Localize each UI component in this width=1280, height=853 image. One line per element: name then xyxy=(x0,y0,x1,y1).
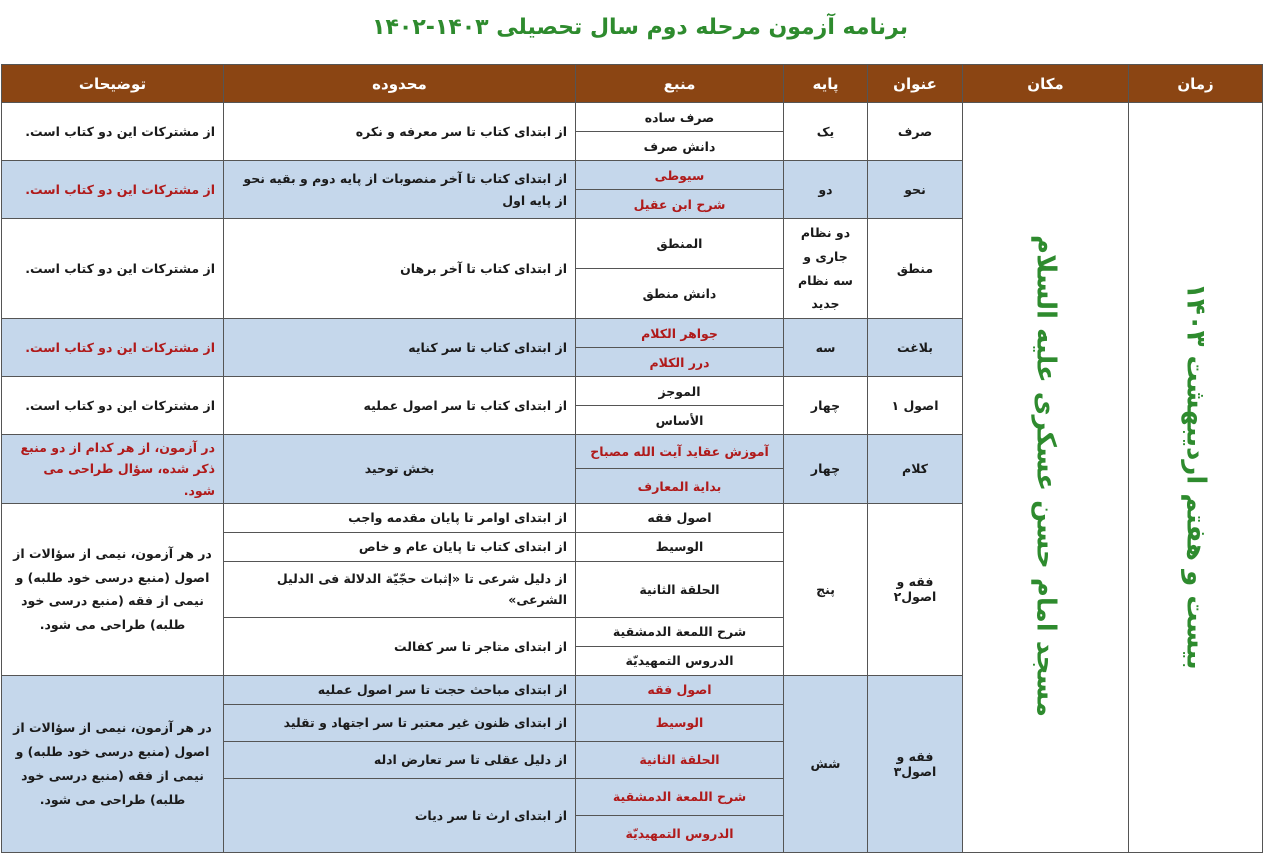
source-cell: شرح ابن عقیل xyxy=(576,190,784,219)
note-cell: از مشترکات این دو کتاب است. xyxy=(2,103,224,161)
header-place: مکان xyxy=(963,65,1129,103)
scope-cell: از ابتدای مباحث حجت تا سر اصول عملیه xyxy=(224,675,576,704)
header-subject: عنوان xyxy=(868,65,963,103)
source-cell: الدروس التمهیدیّة xyxy=(576,815,784,852)
source-cell: بدایة المعارف xyxy=(576,469,784,503)
source-cell: الحلقة الثانیة xyxy=(576,741,784,778)
scope-cell: از ابتدای کتاب تا آخر منصوبات از پایه دوم و بقیه نحو از پایه اول xyxy=(224,161,576,219)
source-cell: الموجز xyxy=(576,377,784,406)
source-cell: آموزش عقاید آیت الله مصباح xyxy=(576,435,784,469)
note-cell: از مشترکات این دو کتاب است. xyxy=(2,219,224,319)
level-cell: چهار xyxy=(784,377,868,435)
level-cell: چهار xyxy=(784,435,868,504)
header-scope: محدوده xyxy=(224,65,576,103)
header-time: زمان xyxy=(1129,65,1263,103)
note-cell: از مشترکات این دو کتاب است. xyxy=(2,377,224,435)
scope-cell: از دلیل شرعی تا «إثبات حجّیّة الدلالة فی الدلیل الشرعی» xyxy=(224,561,576,617)
source-cell: جواهر الکلام xyxy=(576,319,784,348)
header-level: پایه xyxy=(784,65,868,103)
level-cell: سه xyxy=(784,319,868,377)
place-value: مسجد امام حسن عسکری علیه السلام xyxy=(1030,234,1061,717)
scope-cell: از دلیل عقلی تا سر تعارض ادله xyxy=(224,741,576,778)
scope-cell: از ابتدای کتاب تا سر کنایه xyxy=(224,319,576,377)
place-cell xyxy=(963,103,1129,853)
scope-cell: از ابتدای کتاب تا آخر برهان xyxy=(224,219,576,319)
source-cell: المنطق xyxy=(576,219,784,269)
source-cell: الأساس xyxy=(576,406,784,435)
time-cell xyxy=(1129,103,1263,853)
scope-cell: از ابتدای متاجر تا سر کفالت xyxy=(224,617,576,675)
subject-cell: نحو xyxy=(868,161,963,219)
source-cell: الحلقة الثانیة xyxy=(576,561,784,617)
subject-cell: فقه و اصول۳ xyxy=(868,675,963,852)
level-cell: دو نظام جاری و سه نظام جدید xyxy=(784,219,868,319)
source-cell: شرح اللمعة الدمشقیة xyxy=(576,617,784,646)
source-cell: شرح اللمعة الدمشقیة xyxy=(576,778,784,815)
subject-cell: فقه و اصول۲ xyxy=(868,503,963,675)
note-cell: در آزمون، از هر کدام از دو منبع ذکر شده، سؤال طراحی می شود. xyxy=(2,435,224,504)
source-cell: دانش صرف xyxy=(576,132,784,161)
scope-cell: از ابتدای کتاب تا سر معرفه و نکره xyxy=(224,103,576,161)
scope-cell: از ابتدای کتاب تا پایان عام و خاص xyxy=(224,532,576,561)
subject-cell: بلاغت xyxy=(868,319,963,377)
exam-schedule-table xyxy=(1,64,1263,853)
header-notes: توضیحات xyxy=(2,65,224,103)
source-cell: صرف ساده xyxy=(576,103,784,132)
source-cell: اصول فقه xyxy=(576,675,784,704)
source-cell: درر الکلام xyxy=(576,348,784,377)
subject-cell: کلام xyxy=(868,435,963,504)
note-cell: در هر آزمون، نیمی از سؤالات از اصول (منبع درسی خود طلبه) و نیمی از فقه (منبع درسی خود طلبه) طراحی می شود. xyxy=(2,675,224,852)
subject-cell: صرف xyxy=(868,103,963,161)
source-cell: الدروس التمهیدیّة xyxy=(576,646,784,675)
scope-cell: بخش توحید xyxy=(224,435,576,504)
note-cell: از مشترکات این دو کتاب است. xyxy=(2,161,224,219)
source-cell: دانش منطق xyxy=(576,269,784,319)
scope-cell: از ابتدای ظنون غیر معتبر تا سر اجتهاد و تقلید xyxy=(224,704,576,741)
level-cell: یک xyxy=(784,103,868,161)
level-cell: پنج xyxy=(784,503,868,675)
source-cell: سیوطی xyxy=(576,161,784,190)
scope-cell: از ابتدای اوامر تا پایان مقدمه واجب xyxy=(224,503,576,532)
source-cell: الوسیط xyxy=(576,532,784,561)
subject-cell: منطق xyxy=(868,219,963,319)
subject-cell: اصول ۱ xyxy=(868,377,963,435)
page-title: برنامه آزمون مرحله دوم سال تحصیلی ۱۴۰۳-۱۴۰۲ xyxy=(372,15,908,40)
note-cell: در هر آزمون، نیمی از سؤالات از اصول (منبع درسی خود طلبه) و نیمی از فقه (منبع درسی خود طلبه) طراحی می شود. xyxy=(2,503,224,675)
source-cell: الوسیط xyxy=(576,704,784,741)
table-row xyxy=(2,103,1263,132)
header-row xyxy=(2,65,1263,103)
source-cell: اصول فقه xyxy=(576,503,784,532)
level-cell: شش xyxy=(784,675,868,852)
time-value: بیست و هفتم اردیبهشت ۱۴۰۳ xyxy=(1180,282,1211,670)
scope-cell: از ابتدای کتاب تا سر اصول عملیه xyxy=(224,377,576,435)
scope-cell: از ابتدای ارث تا سر دیات xyxy=(224,778,576,852)
note-cell: از مشترکات این دو کتاب است. xyxy=(2,319,224,377)
header-source: منبع xyxy=(576,65,784,103)
level-cell: دو xyxy=(784,161,868,219)
